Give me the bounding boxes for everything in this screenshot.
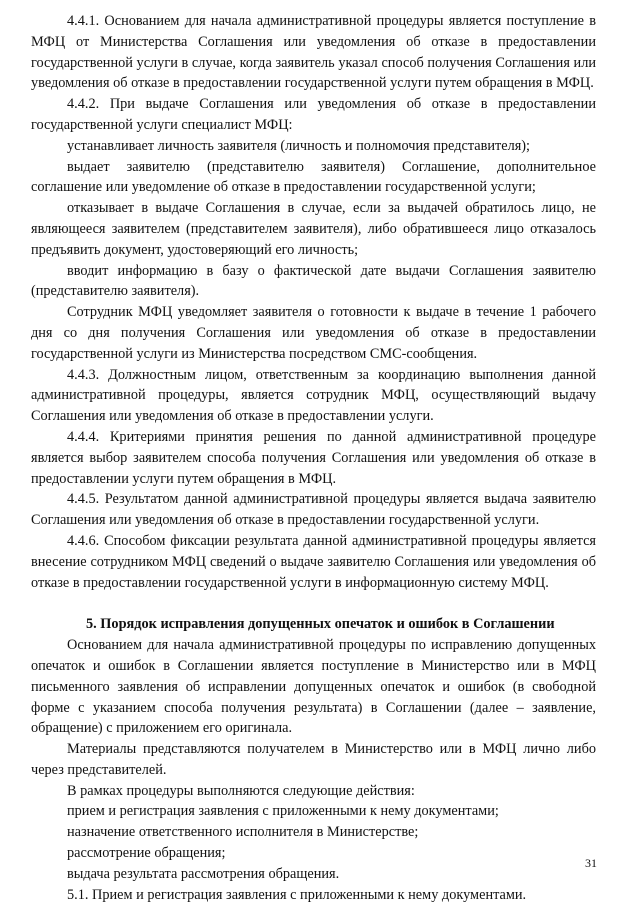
section-5-list-item-review: рассмотрение обращения;: [67, 845, 226, 862]
section-5-list-item-result: выдача результата рассмотрения обращения.: [67, 865, 340, 882]
paragraph-4-4-4: 4.4.4. Критериями принятия решения по данной административной процедуре является выбор заявителем способа получения Соглашения или уведомления об отказе в предоставлении услуги путем обращения в МФЦ.: [31, 428, 596, 487]
paragraph-identity-check: устанавливает личность заявителя (личность и полномочия представителя);: [67, 137, 531, 154]
section-5-list-item-reception: прием и регистрация заявления с приложенными к нему документами;: [67, 803, 499, 820]
section-5-paragraph-basis: Основанием для начала административной процедуры по исправлению допущенных опечаток и ошибок в Соглашении является поступление в Министерство или в МФЦ письменного заявления об исправлении допущенных опечаток и ошибок (в свободной форме с указанием способа получения результата) в Соглашении (далее – заявление, обращение) с приложением его оригинала.: [31, 637, 596, 737]
page-number: 31: [585, 856, 597, 870]
paragraph-issue-agreement: выдает заявителю (представителю заявителя) Соглашение, дополнительное соглашение или уведомление об отказе в предоставлении государственной услуги;: [31, 158, 596, 196]
section-gap: [31, 593, 596, 614]
section-5-list-item-appointment: назначение ответственного исполнителя в Министерстве;: [67, 824, 419, 841]
paragraph-5-1: 5.1. Прием и регистрация заявления с приложенными к нему документами.: [67, 886, 527, 903]
paragraph-sms-notice: Сотрудник МФЦ уведомляет заявителя о готовности к выдаче в течение 1 рабочего дня со дня получения Соглашения или уведомления об отказе в предоставлении государственной услуги из Министерства посредством СМС-сообщения.: [31, 304, 596, 362]
section-5-heading: 5. Порядок исправления допущенных опечаток и ошибок в Соглашении: [86, 616, 555, 633]
paragraph-4-4-1: 4.4.1. Основанием для начала административной процедуры является поступление в МФЦ от Министерства Соглашения или уведомления об отказе в предоставлении государственной услуги в случае, когда заявитель указал способ получения Соглашения или уведомления об отказе в предоставлении государственной услуги путем обращения в МФЦ.: [31, 13, 596, 92]
section-5-paragraph-materials: Материалы представляются получателем в Министерство или в МФЦ лично либо через представителей.: [31, 741, 596, 778]
paragraph-4-4-6: 4.4.6. Способом фиксации результата данной административной процедуры является внесение сотрудником МФЦ сведений о выдаче заявителю Соглашения или уведомления об отказе в предоставлении государственной услуги в информационную систему МФЦ.: [31, 532, 596, 591]
paragraph-4-4-5: 4.4.5. Результатом данной административной процедуры является выдача заявителю Соглашения или уведомления об отказе в предоставлении государственной услуги.: [31, 491, 596, 529]
document-body: [31, 11, 596, 905]
paragraph-4-4-2: 4.4.2. При выдаче Соглашения или уведомления об отказе в предоставлении государственной услуги специалист МФЦ:: [31, 96, 596, 133]
section-5-paragraph-actions: В рамках процедуры выполняются следующие действия:: [67, 782, 415, 799]
paragraph-4-4-3: 4.4.3. Должностным лицом, ответственным за координацию выполнения данной административной процедуры, является сотрудник МФЦ, осуществляющий выдачу Соглашения или уведомления об отказе в предоставлении услуги.: [31, 366, 596, 425]
paragraph-refusal: отказывает в выдаче Соглашения в случае, если за выдачей обратилось лицо, не являющееся заявителем (представителем заявителя), либо обратившееся лицо отказалось предъявить документ, удостоверяющий его личность;: [31, 200, 596, 258]
paragraph-enter-info: вводит информацию в базу о фактической дате выдачи Соглашения заявителю (представителю заявителя).: [31, 262, 596, 300]
